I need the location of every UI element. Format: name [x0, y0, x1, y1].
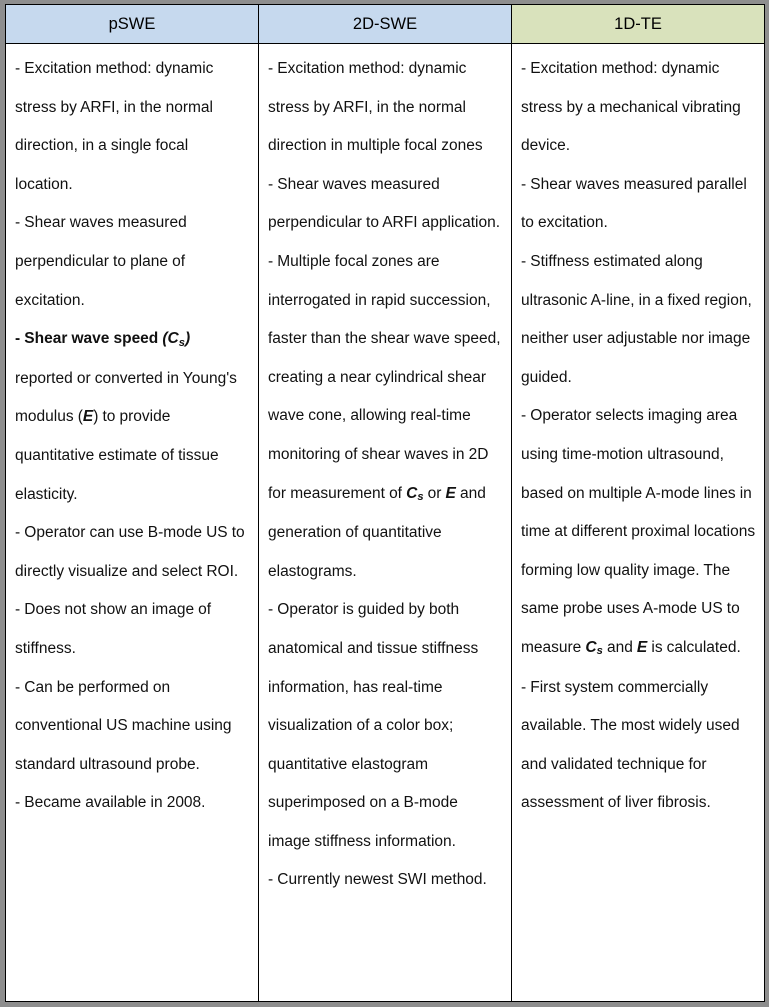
bullet-line: - Shear wave speed $(C_s)$ reported or converted in Young's modulus (E) to provide quantitative estimate of tissue elasticity. [15, 330, 237, 503]
elastography-comparison-table [5, 4, 765, 1002]
column-header-pswe: pSWE [6, 5, 259, 44]
bullet-line: - Shear waves measured perpendicular to ARFI application. [268, 175, 501, 232]
bullet-line: - First system commercially available. The most widely used and validated technique for assessment of liver fibrosis. [521, 678, 740, 812]
cell-pswe-details [6, 44, 259, 1002]
bullet-line: - Shear waves measured perpendicular to plane of excitation. [15, 214, 187, 309]
bullet-line: - Became available in 2008. [15, 794, 206, 812]
table-header-row-group [6, 5, 765, 44]
bullet-line: - Operator is guided by both anatomical and tissue stiffness information, has real-time visualization of a color box; quantitative elastogram superimposed on a B-mode image stiffness information. [268, 601, 479, 850]
column-header-1d-te: 1D-TE [512, 5, 765, 44]
table-row [6, 44, 765, 1002]
column-header-2d-swe: 2D-SWE [259, 5, 512, 44]
cell-1d-te-details [512, 44, 765, 1002]
table-header-row [6, 5, 765, 44]
bullet-line: - Multiple focal zones are interrogated in rapid succession, faster than the shear wave speed, creating a near cylindrical shear wave cone, allowing real-time monitoring of shear waves in 2D for measurement of $C_s$ or E and generation of quantitative elastograms. [268, 252, 501, 580]
bullet-line: - Excitation method: dynamic stress by ARFI, in the normal direction in multiple focal zones [268, 60, 483, 155]
bullet-line: - Currently newest SWI method. [268, 871, 487, 889]
bullet-line: - Operator can use B-mode US to directly visualize and select ROI. [15, 524, 245, 580]
bullet-line: - Does not show an image of stiffness. [15, 601, 212, 657]
bullet-line: - Shear waves measured parallel to excitation. [521, 175, 747, 232]
cell-2d-swe-details [259, 44, 512, 1002]
bullet-line: - Operator selects imaging area using time-motion ultrasound, based on multiple A-mode lines in time at different proximal locations forming low quality image. The same probe uses A-mode US to measure $C_s$ and E is calculated. [521, 407, 756, 658]
bullet-line: - Excitation method: dynamic stress by ARFI, in the normal direction, in a single focal location. [15, 60, 214, 193]
bullet-line: - Can be performed on conventional US machine using standard ultrasound probe. [15, 678, 232, 773]
bullet-line: - Excitation method: dynamic stress by a mechanical vibrating device. [521, 60, 741, 155]
table-body [6, 44, 765, 1002]
bullet-line: - Stiffness estimated along ultrasonic A-line, in a fixed region, neither user adjustable nor image guided. [521, 252, 752, 386]
